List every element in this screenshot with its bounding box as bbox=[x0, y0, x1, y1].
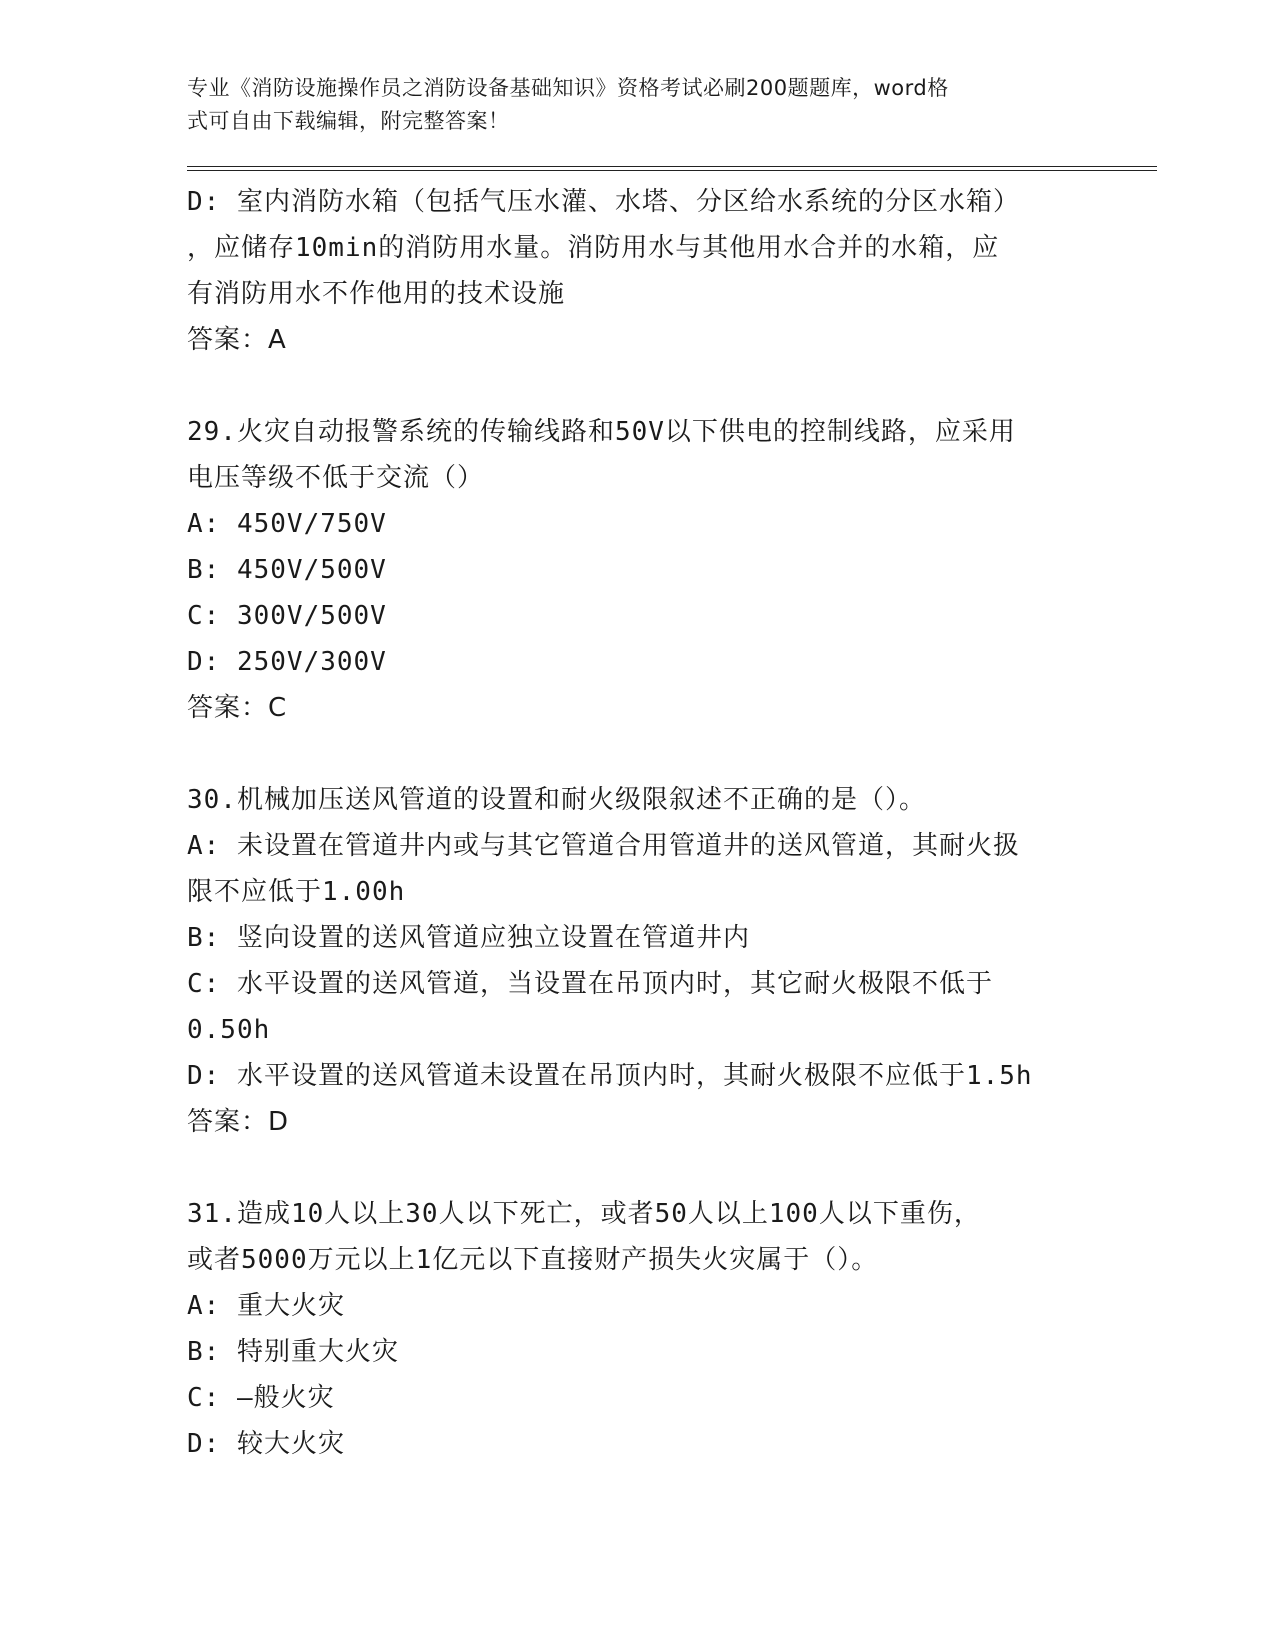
q29-option-d: D: 250V/300V bbox=[187, 647, 387, 677]
q30-option-c-line-1: C: 水平设置的送风管道，当设置在吊顶内时，其它耐火极限不低于 bbox=[187, 969, 993, 999]
q31-stem-line-1: 31.造成10人以上30人以下死亡，或者50人以上100人以下重伤， bbox=[187, 1199, 981, 1229]
q30-option-a-line-1: A: 未设置在管道井内或与其它管道合用管道井的送风管道，其耐火扱 bbox=[187, 831, 1020, 861]
spacer bbox=[187, 731, 1157, 777]
q28-answer: 答案：A bbox=[187, 325, 287, 355]
header-line-1: 专业《消防设施操作员之消防设备基础知识》资格考试必刷200题题库，word格 bbox=[187, 76, 949, 100]
q31-option-c: C: —般火灾 bbox=[187, 1383, 335, 1413]
q29-option-b: B: 450V/500V bbox=[187, 555, 387, 585]
header-line-2: 式可自由下载编辑，附完整答案！ bbox=[187, 109, 510, 133]
question-31 bbox=[187, 1191, 1157, 1467]
q31-stem-line-2: 或者5000万元以上1亿元以下直接财产损失火灾属于（）。 bbox=[187, 1245, 879, 1275]
question-29 bbox=[187, 409, 1157, 731]
q30-option-a-line-2: 限不应低于1.00h bbox=[187, 877, 406, 907]
q31-option-a: A: 重大火灾 bbox=[187, 1291, 345, 1321]
q28-option-d-line-3: 有消防用水不作他用的技术设施 bbox=[187, 279, 566, 309]
q30-stem-line-1: 30.机械加压送风管道的设置和耐火级限叙述不正确的是（）。 bbox=[187, 785, 926, 815]
q31-option-b: B: 特别重大火灾 bbox=[187, 1337, 399, 1367]
q30-answer: 答案：D bbox=[187, 1107, 290, 1137]
spacer bbox=[187, 363, 1157, 409]
q28-option-d-line-2: ，应储存10min的消防用水量。消防用水与其他用水合并的水箱，应 bbox=[187, 233, 1000, 263]
q29-option-a: A: 450V/750V bbox=[187, 509, 387, 539]
question-30 bbox=[187, 777, 1157, 1145]
q29-option-c: C: 300V/500V bbox=[187, 601, 387, 631]
q30-option-c-line-2: 0.50h bbox=[187, 1015, 271, 1045]
document-header bbox=[187, 72, 1087, 138]
question-28-tail bbox=[187, 179, 1157, 363]
q31-option-d: D: 较大火灾 bbox=[187, 1429, 345, 1459]
q28-option-d-line-1: D: 室内消防水箱（包括气压水灌、水塔、分区给水系统的分区水箱） bbox=[187, 187, 1020, 217]
q29-stem-line-2: 电压等级不低于交流（） bbox=[187, 463, 485, 493]
q30-option-b: B: 竖向设置的送风管道应独立设置在管道井内 bbox=[187, 923, 750, 953]
q29-answer: 答案：C bbox=[187, 693, 288, 723]
header-divider bbox=[187, 166, 1157, 171]
document-page bbox=[187, 72, 1157, 1467]
q29-stem-line-1: 29.火灾自动报警系统的传输线路和50V以下供电的控制线路，应采用 bbox=[187, 417, 1016, 447]
spacer bbox=[187, 1145, 1157, 1191]
q30-option-d: D: 水平设置的送风管道未设置在吊顶内时，其耐火极限不应低于1.5h bbox=[187, 1061, 1033, 1091]
